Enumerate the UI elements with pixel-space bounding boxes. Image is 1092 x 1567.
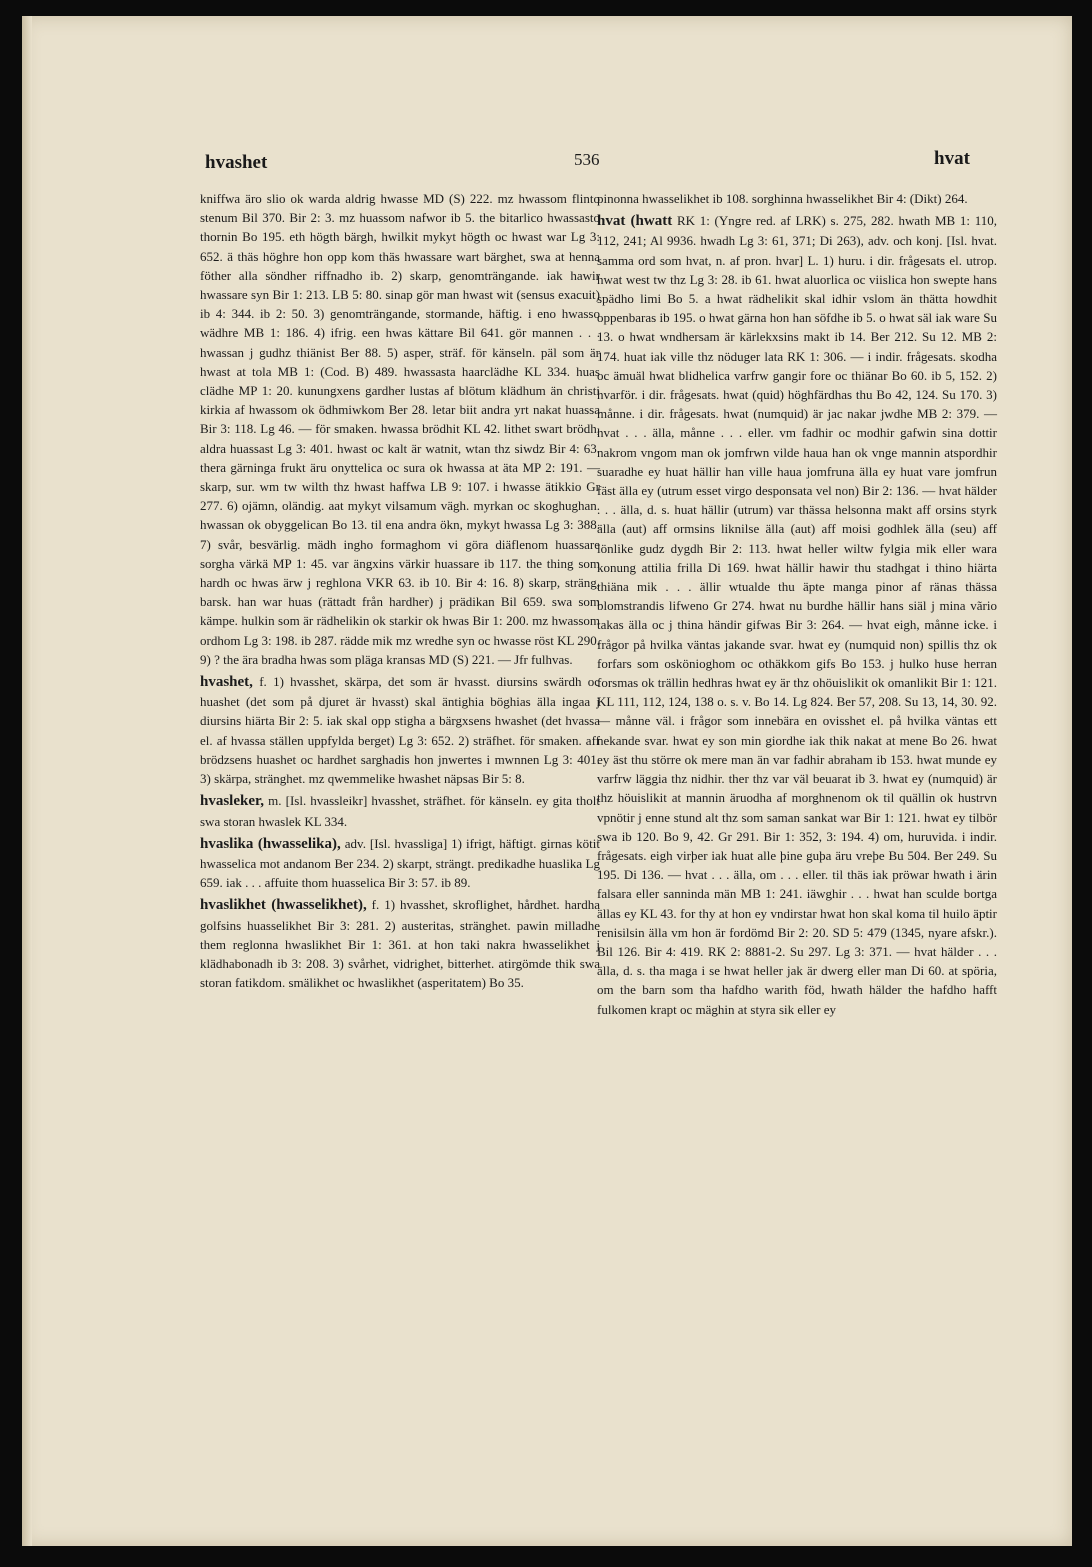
page-edge-shadow (22, 16, 32, 1546)
headword: hvaslika (hwasselika), (200, 835, 341, 852)
entry-text: f. 1) hvasshet, skroflighet, hårdhet. hardha golfsins huasselikhet Bir 3: 281. 2) austeritas, stränghet. pawin milladhe them reglonna hwaslikhet Bir 1: 361. at hon taki nakra hwasselikhet j klädhabonadh ib 3: 208. 3) svårhet, vidrighet, bitterhet. atirgömde thik swa storan fatikdom. smälikhet oc hwaslikhet (asperitatem) Bo 35. (200, 897, 600, 991)
entry-hvashet (200, 672, 600, 788)
entry-hvat (597, 211, 997, 1019)
entry-text: adv. [Isl. hvassliga] 1) ifrigt, häftigt. girnas kötit hwasselica mot andanom Ber 234. 2) skarpt, strängt. predikadhe huaslika Lg 659. iak . . . affuite thom huasselica Bir 3: 57. ib 89. (200, 835, 600, 891)
right-column (597, 189, 997, 1022)
entry-hvasleker (200, 791, 600, 830)
entry-text: m. [Isl. hvassleikr] hvasshet, sträfhet. för känseln. ey gita tholt swa storan hwaslek KL 334. (200, 793, 601, 829)
entry-hvaslikhet (200, 895, 600, 992)
headword: hvashet, (200, 674, 253, 691)
entry-continuation: pinonna hwasselikhet ib 108. sorghinna hwasselikhet Bir 4: (Dikt) 264. (597, 191, 968, 206)
entry-continuation: kniffwa äro slio ok warda aldrig hwasse MD (S) 222. mz hwassom flinto stenum Bil 370. Bir 2: 3. mz huassom nafwor ib 5. the bitarlico hwassasto thornin Bo 195. eth högth bärgh, hwilkit mykyt högth oc hwast war Lg 3: 652. ä thäs höghre hon opp kom thäs hwassare wart bärghet, swa at henna föther alla söndher riffnadho ib. 2) skarp, genomträngande. iak hawir hwassare syn Bir 1: 213. LB 5: 80. sinap gör man hwast wit (sensus exacuit) ib 4: 344. ib 2: 50. 3) genomträngande, stormande, häftig. i eno hwasso wädhre MB 1: 186. 4) ifrig. een hwas kättare Bil 641. gör mannen . . . hwassan j gudhz thiänist Ber 88. 5) asper, sträf. för känseln. päl som är hwast at tola MB 1: (Cod. B) 489. hwassasta haarclädhe KL 334. huas clädhe MP 1: 20. kunungxens gardher lustas af blötum klädhum än christi kirkia af hwassom ok ödhmiwkom Ber 28. letar biit andra yrt nakat huassa Bir 3: 118. Lg 46. — för smaken. hwassa brödhit KL 42. lithet swart brödh, aldra huassast Lg 3: 401. hwast oc kalt är watnit, wtan thz siwdz Bir 4: 63. thera gärninga frukt äru onyttelica oc sura ok hwassa at äta MP 2: 191. — skarp, sur. wm tw wilth thz hwast haffwa LB 9: 107. i hwasse ätikkio Gr 277. 6) ojämn, oländig. aat mykyt vilsamum vägh. myrkan oc skoghughan. hwassan ok obyggelican Bo 13. til ena andra ökn, mykyt hwassa Lg 3: 388. 7) svår, besvärlig. mädh ingho formaghom vi göra diäflenom huassare sorgha värkä MP 1: 45. var ängxins värkir huassare ib 117. the thing som hardh oc hwas ärw j reghlona VKR 63. ib 10. Bir 4: 16. 8) skarp, sträng, barsk. han war huas (rättadt från hardher) j prädikan Bil 659. swa som kämpe. hulkin som är rädhelikin ok starkir ok hwas Bir 1: 200. mz hwassom ordhom Lg 3: 198. ib 287. rädde mik mz wredhe syn oc hwasse röst KL 290. 9) ? the ära bradha hwas som pläga kransas MD (S) 221. — Jfr fulhvas. (200, 191, 600, 667)
running-header (22, 144, 1072, 184)
dictionary-page (22, 16, 1072, 1546)
left-column (200, 189, 600, 995)
entry-hvaslika (200, 834, 600, 893)
headword: hvasleker, (200, 793, 265, 810)
header-left-word: hvashet (205, 152, 268, 173)
headword: hvaslikhet (hwasselikhet), (200, 897, 367, 914)
header-right-word: hvat (934, 148, 970, 169)
headword: hvat (hwatt (597, 213, 673, 230)
entry-text: f. 1) hvasshet, skärpa, det som är hvasst. diursins swärdh oc huashet (det som på djuret är hvasst) skal äntighia böghias älla ingaa j diursins hiärta Bir 2: 5. iak skal opp stigha a bärgxsens hwashet (det hvassa el. af hvassa ställen uppfylda berget) Lg 3: 652. 2) sträfhet. för smaken. aff brödzsens huashet oc hardhet sarghadis hon jnwertes i mwnnen Lg 3: 401. 3) skärpa, stränghet. mz qwemmelike hwashet näpsas Bir 5: 8. (200, 674, 600, 787)
entry-text: RK 1: (Yngre red. af LRK) s. 275, 282. hwath MB 1: 110, 112, 241; Al 9936. hwadh Lg 3: 61, 371; Di 263), adv. och konj. [Isl. hvat. samma ord som hvat, n. af pron. hvar] L. 1) huru. i dir. frågesats el. utrop. hwat west tw thz Lg 3: 28. ib 61. hwat aluorlica oc viislica hon swepte hans spädho limi Bo 5. a hwat rädhelikit skal idhir vslom än thätta howdhit oppenbaras ib 195. o hwat gärna hon han söfdhe ib 5. o hwat säl iak ware Su 13. o hwat wndhersam är kärlekxsins makt ib 14. Ber 212. Su 12. MB 2: 174. huat iak ville thz nöduger lata RK 1: 306. — i indir. frågesats. skodha oc ämuäl hwat blidhelica varfrw gangir fore oc thiänar Bo 60. ib 5, 152. 2) hvarför. i dir. frågesats. hwat (quid) höghfärdhas thu Bo 42, 124. Su 170. 3) månne. i dir. frågesats. hwat (numquid) är jac nakar jwdhe MB 2: 379. — hvat . . . älla, månne . . . eller. vm fadhir oc modhir gafwin sina dottir nakrom vngom man ok jomfrwn vilde haua han ok vnge mannin atspordhir suaradhe ey huat hällir han ville haua jomfruna älla ey huat vare jomfrun fäst älla ey (utrum esset virgo desponsata vel non) Bir 2: 136. — hvat hälder . . . älla, d. s. huat hällir (utrum) var thässa helsonna makt aff orsins styrk älla (aut) aff ormsins liknilse älla (aut) aff moisi godhlek älla (seu) aff lönlike gudz dygdh Bir 2: 113. hwat heller wiltw fylgia mik eller wara konung attilia frilla Di 169. hwat hällir hawir thu stadhgat i thino hiärta thiäna mik . . . ällir wtualde thu äpte manga pinor af ränas thässa blomstrandis lifweno Gr 274. hwat nu burdhe hällir hans siäl j mina vãrio takas älla oc j thina händir gifwas Bir 3: 264. — hvat eigh, månne icke. i frågor på hvilka väntas jakande svar. hwat ey (numquid non) spillis thz ok forfars som oskönioghom oc othäkkom gifs Bo 153. j hulko huse herran forsmas ok trällin hedhras hwat ey är thz ohöuislikit ok omanlikit Bir 1: 121. KL 111, 112, 124, 138 o. s. v. Bo 14. Lg 824. Ber 57, 208. Su 13, 14, 30. 92. — månne väl. i frågor som innebära en ovisshet el. på hvilka väntas ett nekande svar. hwat ey son min giordhe iak thik nakat at mene Bo 26. hwat ey äst thu större ok mere man än var fadhir abraham ib 153. hwat munde ey varfrw läggia thz nidhir. ther thz var väl beuarat ib 3. hwat ey (numquid) är thz höuislikit at mannin äruodha af morghnenom ok til quällin ok hustrvn vpnötir j enne stund alt thz som saman sankat war Bir 1: 121. hwat ey tilbör swa ib 120. Bo 9, 42. Gr 291. Bir 1: 352, 3: 194. 4) om, huruvida. i indir. frågesats. eigh virþer iak huat alle þine guþa äru vreþe Bu 504. Ber 249. Su 195. Di 136. — hvat . . . älla, om . . . eller. til thäs iak pröwar hwath i ärin falsara eller sanninda män MB 1: 241. iäwghir . . . hwat han sculde bortga ällas ey KL 43. for thy at hon ey vndirstar hwat hon skal koma til huilo äptir renisilsin älla vm hon är fordömd Bir 2: 20. SD 5: 479 (1345, nyare afskr.). Bil 126. Bir 4: 419. RK 2: 8881-2. Su 297. Lg 3: 371. — hvat hälder . . . älla, d. s. tha maga i se hwat heller jak är dwerg eller man Di 60. at spöria, om the barn som tha hafdho warith föd, hwath hälder the hafdho hafft fulkomen krapt oc mäghin at styra sik eller ey (597, 213, 998, 1017)
page-number: 536 (574, 150, 600, 169)
